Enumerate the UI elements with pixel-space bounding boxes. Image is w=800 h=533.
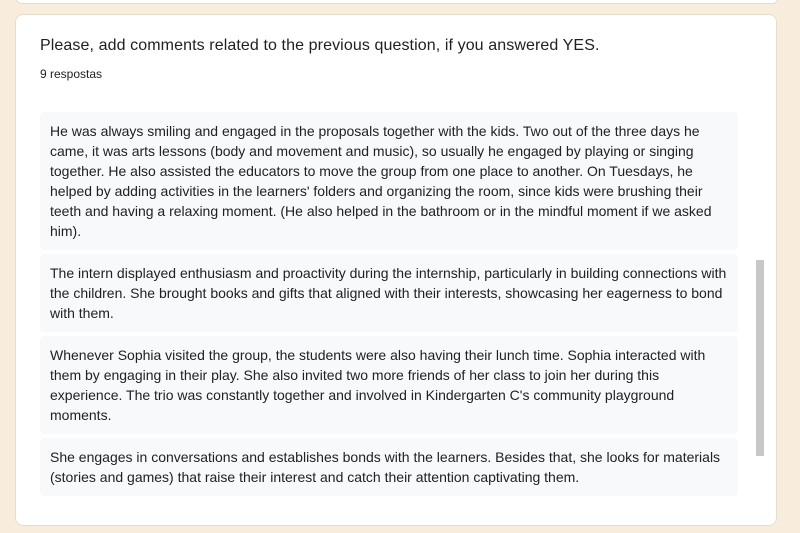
response-item: Whenever Sophia visited the group, the students were also having their lunch time. Sophia interacted with them by engaging in their play. She also invited two more friends of her class to join her during this experience. The trio was constantly together and involved in Kindergarten C's community playground moments. (40, 336, 738, 434)
previous-question-card (15, 0, 779, 4)
response-count: 9 respostas (40, 67, 103, 81)
response-item: He was always smiling and engaged in the proposals together with the kids. Two out of the three days he came, it was arts lessons (body and movement and music), so usually he engaged by playing or singing together. He also assisted the educators to move the group from one place to another. On Tuesdays, he helped by adding activities in the learners' folders and organizing the room, since kids were brushing their teeth and having a relaxing moment. (He also helped in the bathroom or in the mindful moment if we asked him). (40, 112, 738, 250)
scrollbar-thumb[interactable] (756, 260, 764, 456)
question-title: Please, add comments related to the previous question, if you answered YES. (40, 37, 600, 54)
responses-list-content (40, 112, 738, 499)
response-item: She engages in conversations and establishes bonds with the learners. Besides that, she looks for materials (stories and games) that raise their interest and catch their attention captivating them. (40, 438, 738, 496)
question-summary-card (15, 14, 777, 526)
response-item: The intern displayed enthusiasm and proactivity during the internship, particularly in building connections with the children. She brought books and gifts that aligned with their interests, showcasing her eagerness to bond with them. (40, 254, 738, 332)
responses-list[interactable] (40, 107, 766, 499)
responses-scrollbar[interactable] (756, 107, 764, 499)
